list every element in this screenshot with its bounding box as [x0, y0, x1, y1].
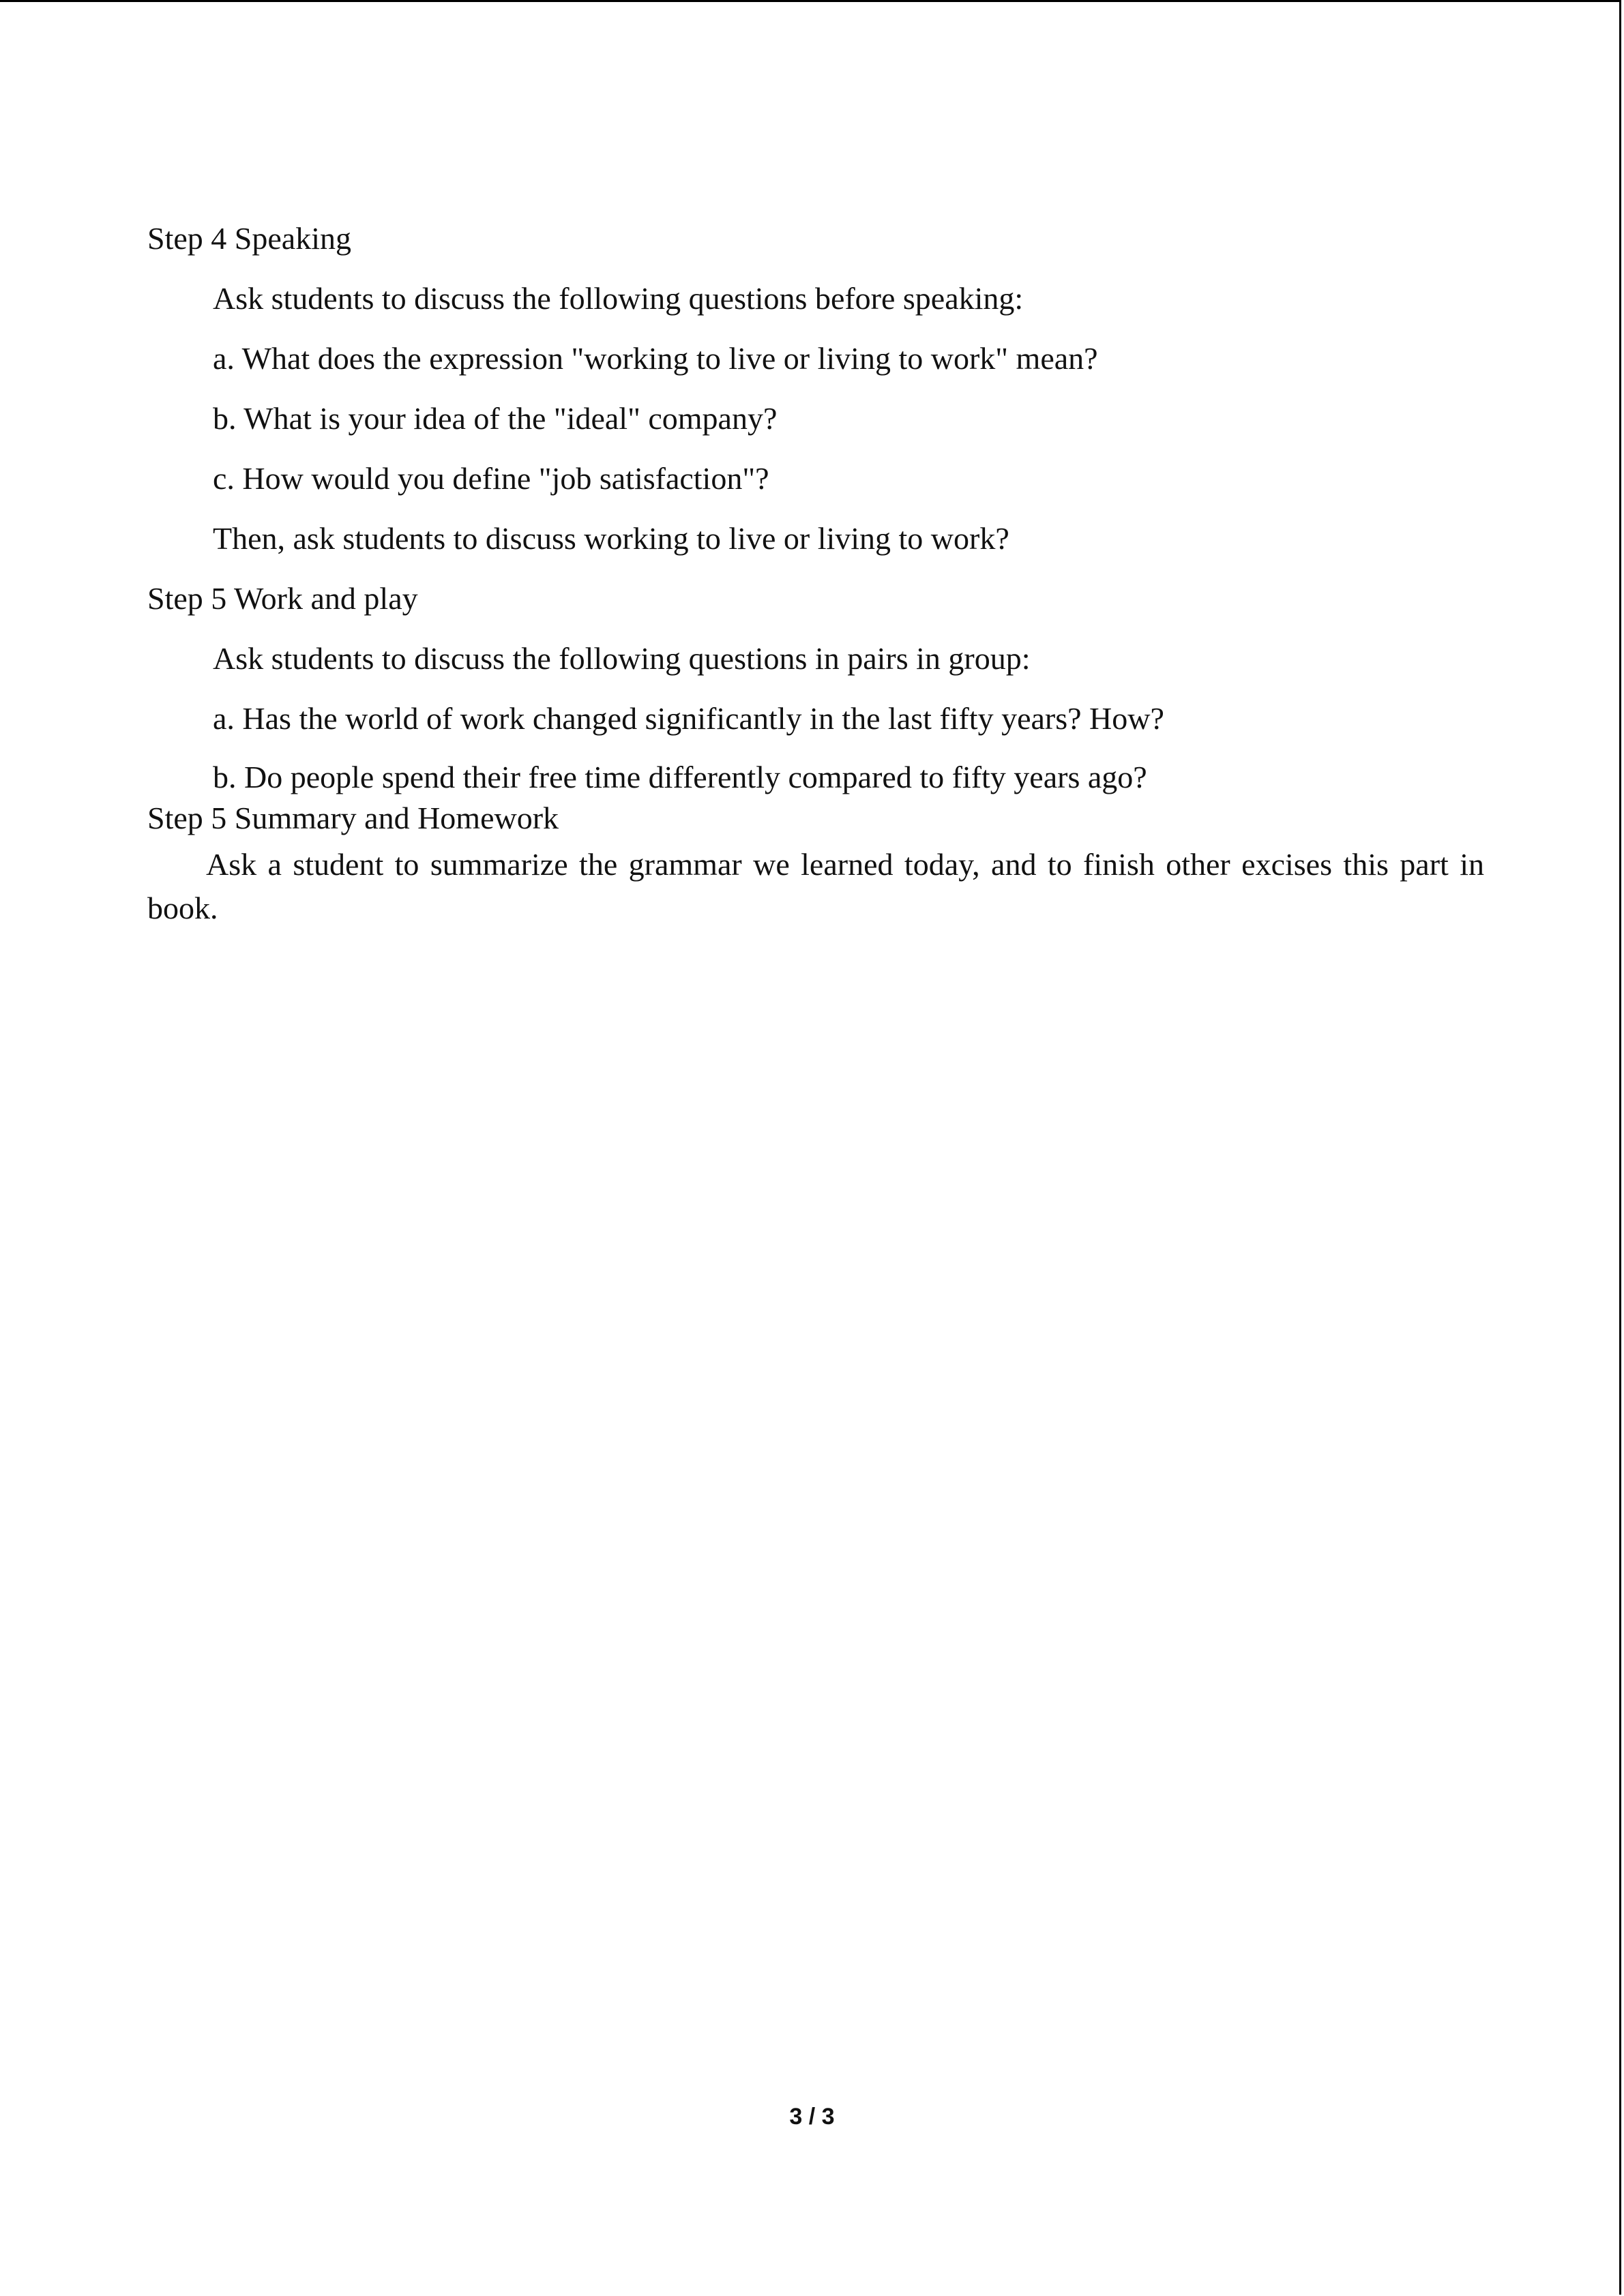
step4-question-b: b. What is your idea of the "ideal" company?	[213, 401, 778, 436]
step5-work-heading: Step 5 Work and play	[147, 581, 418, 616]
step4-followup: Then, ask students to discuss working to live or living to work?	[213, 521, 1009, 556]
step4-heading: Step 4 Speaking	[147, 221, 351, 256]
step4-question-c: c. How would you define "job satisfaction"?	[213, 461, 769, 496]
step4-intro: Ask students to discuss the following questions before speaking:	[213, 281, 1024, 316]
step5-work-question-a: a. Has the world of work changed significantly in the last fifty years? How?	[213, 701, 1164, 736]
step5-summary-heading: Step 5 Summary and Homework	[147, 801, 559, 835]
step5-summary-body: Ask a student to summarize the grammar we learned today, and to finish other excises this part in book.	[147, 847, 1484, 925]
step5-work-question-b: b. Do people spend their free time differently compared to fifty years ago?	[213, 760, 1147, 794]
step5-work-intro: Ask students to discuss the following questions in pairs in group:	[213, 641, 1031, 676]
step4-question-a: a. What does the expression "working to live or living to work" mean?	[213, 341, 1098, 376]
page-number: 3 / 3	[789, 2104, 835, 2130]
